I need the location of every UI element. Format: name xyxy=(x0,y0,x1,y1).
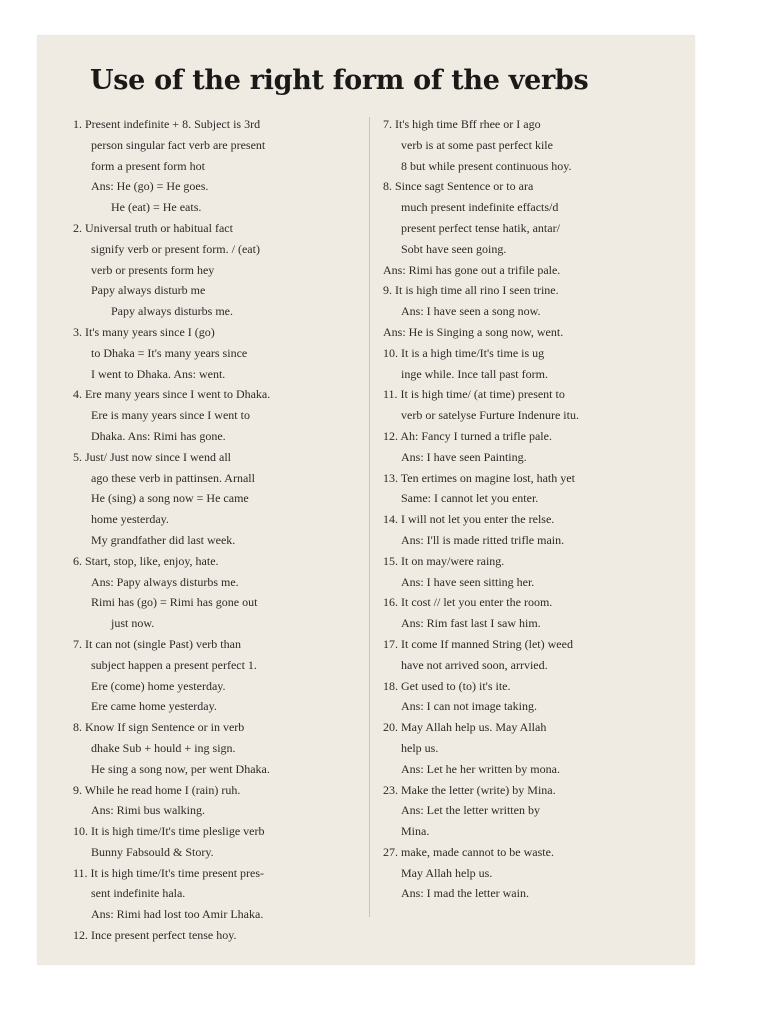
text-line: Ans: Rimi has gone out a trifile pale. xyxy=(383,262,561,277)
text-line: Mina. xyxy=(401,824,430,839)
text-line: Ans: Rimi bus walking. xyxy=(91,803,206,818)
text-line: I went to Dhaka. Ans: went. xyxy=(91,366,226,381)
text-line: 1. Present indefinite + 8. Subject is 3rd xyxy=(73,117,261,131)
text-line: Papy always disturbs me. xyxy=(111,304,233,319)
text-line: have not arrived soon, arrvied. xyxy=(401,657,548,672)
text-line: Ans: I have seen sitting her. xyxy=(401,574,535,589)
text-line: My grandfather did last week. xyxy=(91,532,236,547)
text-line: subject happen a present perfect 1. xyxy=(91,657,257,672)
text-line: 27. make, made cannot to be waste. xyxy=(383,844,554,859)
text-line: Ans: I have seen a song now. xyxy=(401,304,541,319)
text-line: He sing a song now, per went Dhaka. xyxy=(91,761,270,776)
text-line: 3. It's many years since I (go) xyxy=(73,324,215,339)
text-line: form a present form hot xyxy=(91,158,205,173)
text-line: 12. Ah: Fancy I turned a trifle pale. xyxy=(383,428,552,443)
text-line: 6. Start, stop, like, enjoy, hate. xyxy=(73,553,219,568)
text-line: Rimi has (go) = Rimi has gone out xyxy=(91,595,258,610)
text-line: person singular fact verb are present xyxy=(91,137,266,152)
text-line: help us. xyxy=(401,740,439,755)
text-line: just now. xyxy=(111,616,155,631)
text-line: verb or presents form hey xyxy=(91,262,215,277)
text-line: Ans: He is Singing a song now, went. xyxy=(383,324,564,339)
text-line: to Dhaka = It's many years since xyxy=(91,345,248,360)
text-line: Dhaka. Ans: Rimi has gone. xyxy=(91,428,226,443)
text-line: 9. While he read home I (rain) ruh. xyxy=(73,782,241,797)
text-line: Ans: I mad the letter wain. xyxy=(401,886,529,901)
text-line: 7. It's high time Bff rhee or I ago xyxy=(383,117,541,131)
text-line: 11. It is high time/ (at time) present to xyxy=(383,387,565,402)
text-line: dhake Sub + hould + ing sign. xyxy=(91,740,236,755)
text-line: 13. Ten ertimes on magine lost, hath yet xyxy=(383,470,575,485)
text-line: Ans: Rimi had lost too Amir Lhaka. xyxy=(91,907,264,922)
text-line: 23. Make the letter (write) by Mina. xyxy=(383,782,556,797)
text-line: inge while. Ince tall past form. xyxy=(401,366,548,381)
text-line: sent indefinite hala. xyxy=(91,886,186,901)
text-line: verb is at some past perfect kile xyxy=(401,137,553,152)
text-line: 14. I will not let you enter the relse. xyxy=(383,512,555,527)
text-line: much present indefinite effacts/d xyxy=(401,200,559,215)
text-line: 5. Just/ Just now since I wend all xyxy=(73,449,231,464)
left-column xyxy=(73,114,363,946)
text-line: 7. It can not (single Past) verb than xyxy=(73,636,241,651)
document-page xyxy=(37,35,695,965)
text-line: Sobt have seen going. xyxy=(401,241,507,256)
text-line: present perfect tense hatik, antar/ xyxy=(401,220,560,235)
text-line: 10. It is a high time/It's time is ug xyxy=(383,345,545,360)
text-line: 12. Ince present perfect tense hoy. xyxy=(73,928,237,943)
text-line: verb or satelyse Furture Indenure itu. xyxy=(401,408,579,423)
text-line: He (sing) a song now = He came xyxy=(91,491,249,506)
page-title: Use of the right form of the verbs xyxy=(90,65,589,96)
text-line: 16. It cost // let you enter the room. xyxy=(383,595,553,610)
text-line: 10. It is high time/It's time pleslige verb xyxy=(73,824,265,839)
text-line: Papy always disturb me xyxy=(91,283,206,298)
text-line: May Allah help us. xyxy=(401,865,493,880)
text-line: Ans: I have seen Painting. xyxy=(401,449,527,464)
text-line: Ans: I'll is made ritted trifle main. xyxy=(401,532,565,547)
text-line: 8. Know If sign Sentence or in verb xyxy=(73,720,245,735)
text-line: 17. It come If manned String (let) weed xyxy=(383,636,573,651)
text-line: Ans: Let he her written by mona. xyxy=(401,761,560,776)
text-line: 2. Universal truth or habitual fact xyxy=(73,220,233,235)
text-line: Ere (come) home yesterday. xyxy=(91,678,226,693)
text-line: Ans: He (go) = He goes. xyxy=(91,179,209,194)
right-column xyxy=(383,114,683,904)
text-line: 8 but while present continuous hoy. xyxy=(401,158,572,173)
text-line: ago these verb in pattinsen. Arnall xyxy=(91,470,255,485)
text-line: Ere came home yesterday. xyxy=(91,699,217,714)
text-line: home yesterday. xyxy=(91,512,169,527)
text-line: Ans: I can not image taking. xyxy=(401,699,537,714)
text-line: Same: I cannot let you enter. xyxy=(401,491,539,506)
text-line: 4. Ere many years since I went to Dhaka. xyxy=(73,387,271,402)
text-line: Ere is many years since I went to xyxy=(91,408,250,423)
text-line: 15. It on may/were raing. xyxy=(383,553,505,568)
text-line: 18. Get used to (to) it's ite. xyxy=(383,678,511,693)
text-line: He (eat) = He eats. xyxy=(111,200,202,215)
text-line: 11. It is high time/It's time present pres- xyxy=(73,865,265,880)
column-divider xyxy=(369,117,370,917)
text-line: Ans: Papy always disturbs me. xyxy=(91,574,239,589)
text-line: Bunny Fabsould & Story. xyxy=(91,844,214,859)
text-line: signify verb or present form. / (eat) xyxy=(91,241,260,256)
text-line: 9. It is high time all rino I seen trine. xyxy=(383,283,559,298)
text-line: Ans: Let the letter written by xyxy=(401,803,540,818)
text-line: 8. Since sagt Sentence or to ara xyxy=(383,179,534,194)
text-line: Ans: Rim fast last I saw him. xyxy=(401,616,541,631)
text-line: 20. May Allah help us. May Allah xyxy=(383,720,547,735)
